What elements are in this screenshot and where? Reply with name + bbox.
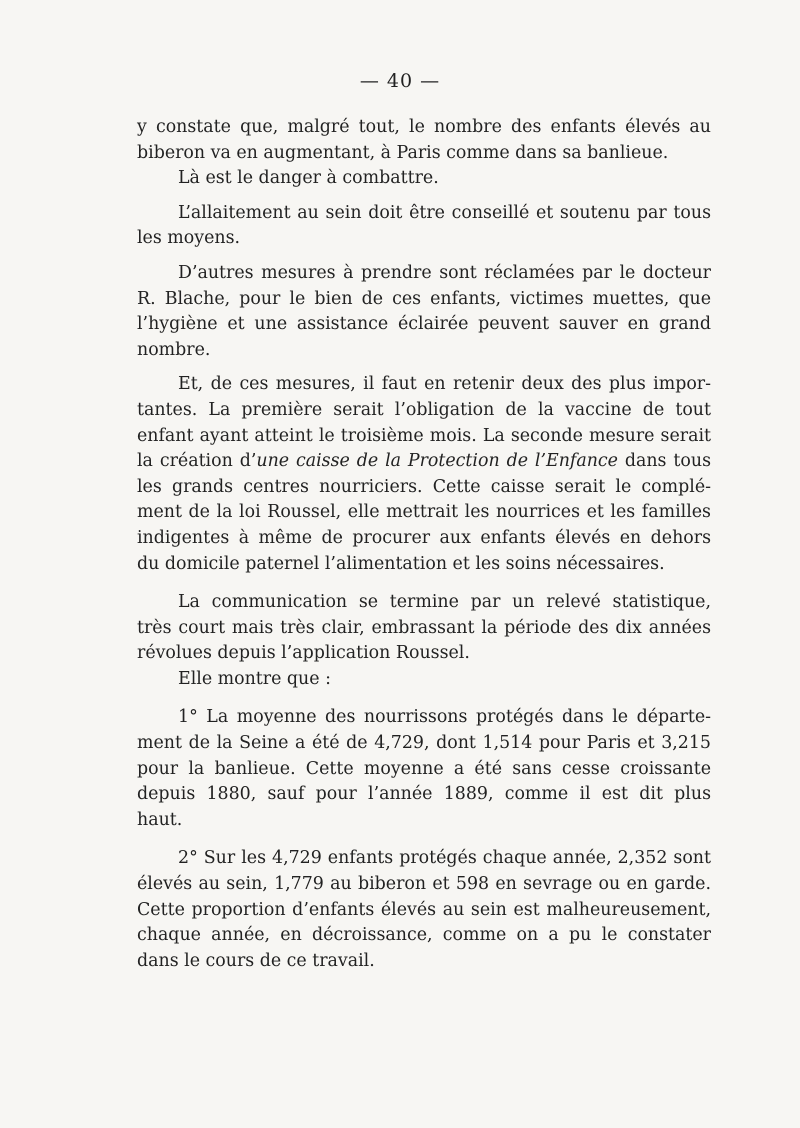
text-line: D’autres mesures à prendre sont réclamées par le docteur <box>178 262 711 283</box>
text-line: enfant ayant atteint le troisième mois. La seconde mesure serait <box>137 425 711 446</box>
text-run: dans tous <box>617 451 711 472</box>
text-line: très court mais très clair, embrassant la période des dix années <box>137 617 711 638</box>
text-line: Et, de ces mesures, il faut en retenir deux des plus impor- <box>178 374 711 395</box>
italic-title: une caisse de la Protection de l’Enfance <box>256 451 618 472</box>
text-line: chaque année, en décroissance, comme on a pu le constater <box>137 925 711 946</box>
paragraph <box>137 590 711 667</box>
text-line: les moyens. <box>137 228 241 249</box>
text-line: l’hygiène et une assistance éclairée peuvent sauver en grand <box>137 314 711 335</box>
page-number: — 40 — <box>359 70 441 92</box>
text-line: y constate que, malgré tout, le nombre des enfants élevés au <box>137 117 711 137</box>
text-line: indigentes à même de procurer aux enfants élevés en dehors <box>137 527 711 548</box>
text-line: L’allaitement au sein doit être conseillé et soutenu par tous <box>178 202 711 223</box>
text-line: biberon va en augmentant, à Paris comme dans sa banlieue. <box>137 142 669 163</box>
text-line: R. Blache, pour le bien de ces enfants, victimes muettes, que <box>137 288 711 309</box>
text-line: Là est le danger à combattre. <box>178 168 439 189</box>
text-line-with-italic <box>137 449 711 475</box>
paragraph <box>137 201 711 252</box>
text-line: révolues depuis l’application Roussel. <box>137 643 470 664</box>
text-line: du domicile paternel l’alimentation et les soins nécessaires. <box>137 553 665 574</box>
text-line: 2° Sur les 4,729 enfants protégés chaque année, 2,352 sont <box>178 848 711 869</box>
text-line: Elle montre que : <box>178 668 331 689</box>
paragraph <box>137 115 711 166</box>
text-line: pour la banlieue. Cette moyenne a été sans cesse croissante <box>137 758 711 779</box>
text-line: Cette proportion d’enfants élevés au sein est malheureusement, <box>137 899 711 920</box>
text-line: dans le cours de ce travail. <box>137 950 375 971</box>
text-line: tantes. La première serait l’obligation de la vaccine de tout <box>137 399 711 420</box>
text-line: ment de la loi Roussel, elle mettrait les nourrices et les familles <box>137 502 711 523</box>
paragraph <box>137 846 711 974</box>
paragraph <box>137 166 711 192</box>
paragraph <box>137 667 711 693</box>
text-line: haut. <box>137 809 183 830</box>
paragraph <box>137 372 711 577</box>
text-line: élevés au sein, 1,779 au biberon et 598 en sevrage ou en garde. <box>137 874 711 895</box>
paragraph <box>137 261 711 363</box>
body-text <box>137 115 711 974</box>
paragraph <box>137 705 711 833</box>
text-line: les grands centres nourriciers. Cette caisse serait le complé- <box>137 476 711 497</box>
text-line: ment de la Seine a été de 4,729, dont 1,514 pour Paris et 3,215 <box>137 733 711 754</box>
text-run: la création d’ <box>137 451 257 472</box>
text-line: La communication se termine par un relevé statistique, <box>178 592 711 613</box>
text-line: depuis 1880, sauf pour l’année 1889, comme il est dit plus <box>137 784 711 805</box>
text-line: nombre. <box>137 339 211 360</box>
text-line: 1° La moyenne des nourrissons protégés dans le départe- <box>178 707 711 728</box>
